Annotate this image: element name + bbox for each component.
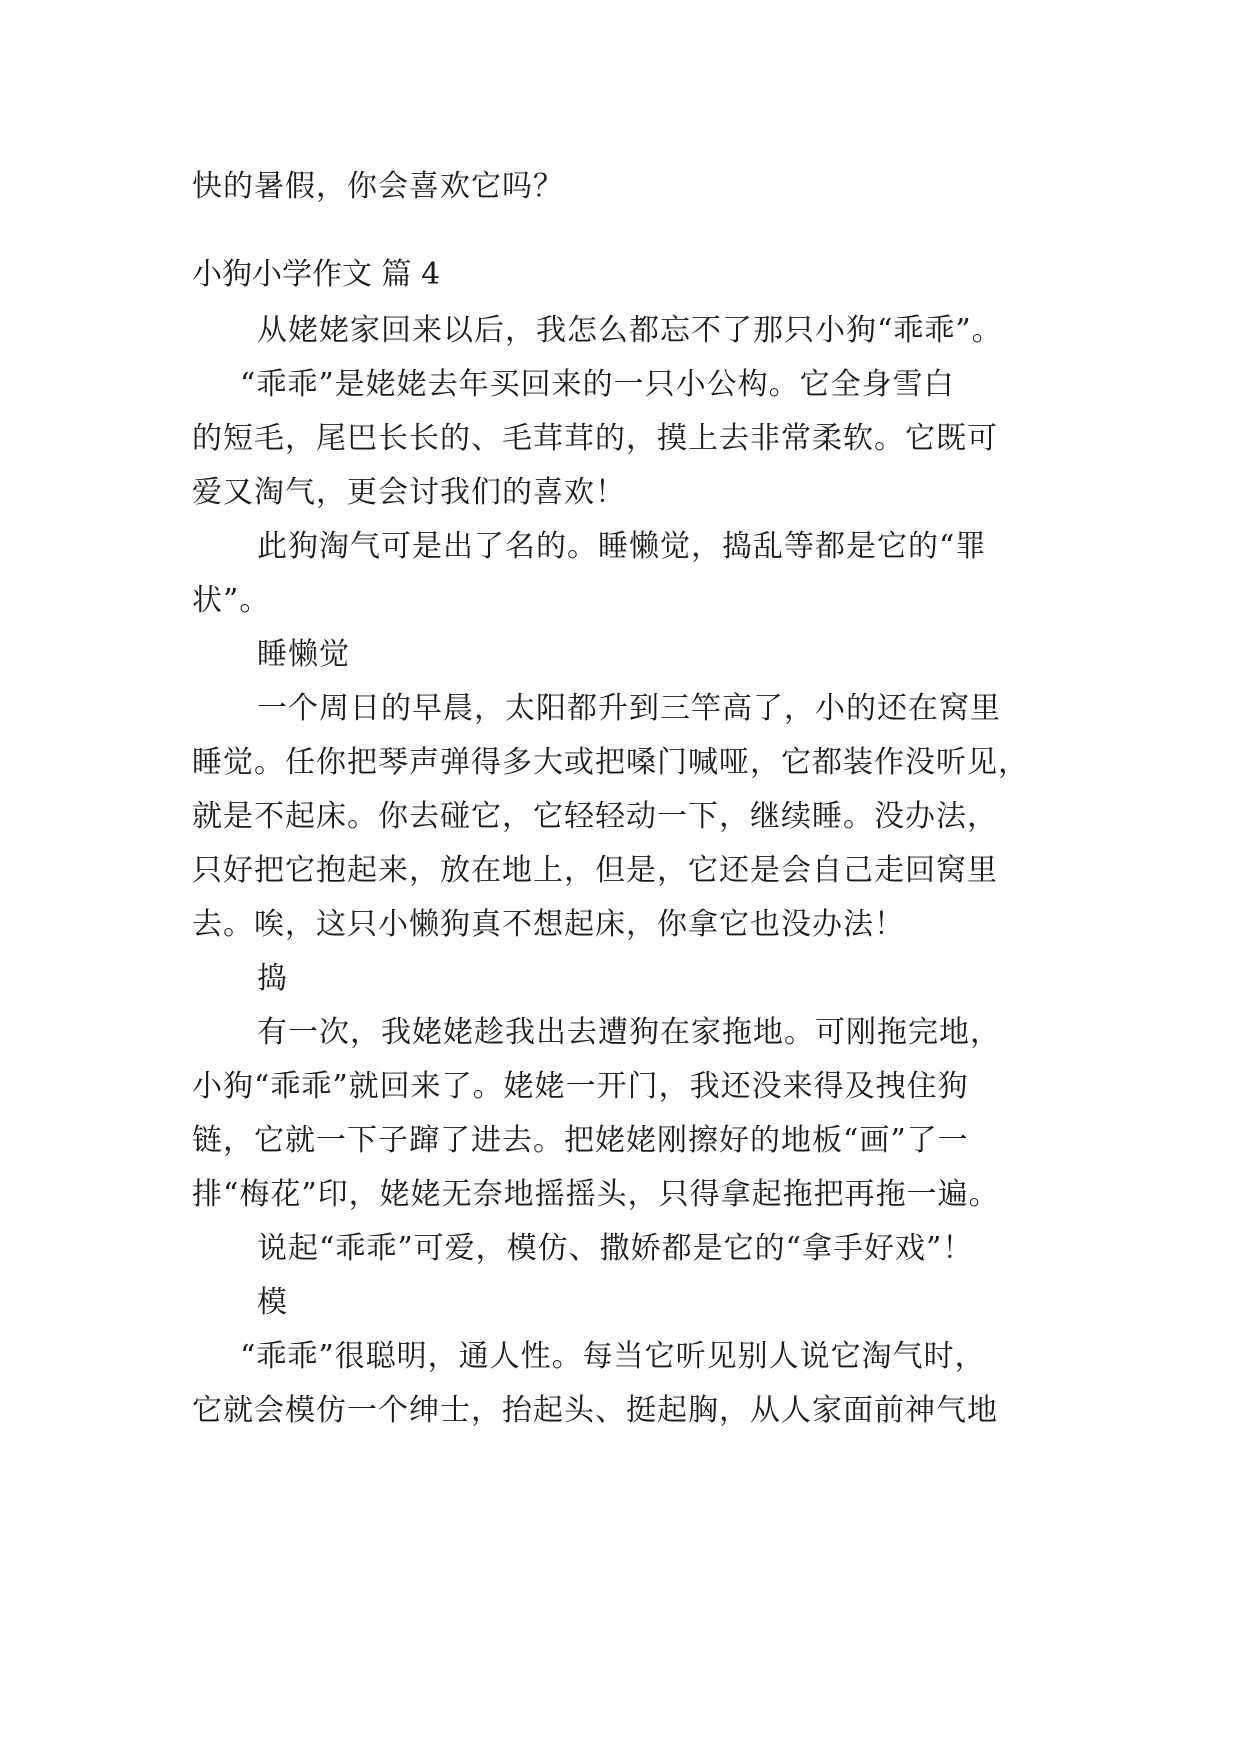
- paragraph-line: 去。唉，这只小懒狗真不想起床，你拿它也没办法！: [192, 907, 905, 942]
- paragraph-line: 就是不起床。你去碰它，它轻轻动一下，继续睡。没办法，: [192, 799, 998, 834]
- paragraph-line: “乖乖”很聪明，通人性。每当它听见别人说它淘气时，: [240, 1339, 986, 1374]
- subheading: 睡懒觉: [257, 637, 350, 672]
- subheading: 捣: [257, 961, 288, 996]
- paragraph-line: 的短毛，尾巴长长的、毛茸茸的，摸上去非常柔软。它既可: [192, 421, 998, 456]
- paragraph-line: “乖乖”是姥姥去年买回来的一只小公构。它全身雪白: [240, 367, 955, 402]
- paragraph-line: 链，它就一下子蹿了进去。把姥姥刚擦好的地板“画”了一: [192, 1123, 969, 1158]
- section-heading: 小狗小学作文 篇 4: [192, 257, 441, 292]
- paragraph-line: 一个周日的早晨，太阳都升到三竿高了，小的还在窝里: [257, 691, 1001, 726]
- paragraph-line: 说起“乖乖”可爱，模仿、撒娇都是它的“拿手好戏”！: [257, 1231, 974, 1266]
- paragraph-line: 它就会模仿一个绅士，抬起头、挺起胸，从人家面前神气地: [192, 1393, 998, 1428]
- paragraph-line: 排“梅花”印，姥姥无奈地摇摇头，只得拿起拖把再拖一遍。: [192, 1177, 1000, 1212]
- paragraph-line: 从姥姥家回来以后，我怎么都忘不了那只小狗“乖乖”。: [257, 313, 1003, 348]
- paragraph-line: 睡觉。任你把琴声弹得多大或把嗓门喊哑，它都装作没听见，: [192, 745, 1029, 780]
- paragraph-line: 爱又淘气，更会讨我们的喜欢！: [192, 475, 626, 510]
- paragraph-line: 小狗“乖乖”就回来了。姥姥一开门，我还没来得及拽住狗: [192, 1069, 969, 1104]
- paragraph-line: 只好把它抱起来，放在地上，但是，它还是会自己走回窝里: [192, 853, 998, 888]
- paragraph-line: 状”。: [192, 583, 271, 618]
- subheading: 模: [257, 1285, 288, 1320]
- paragraph-line: 有一次，我姥姥趁我出去遭狗在家拖地。可刚拖完地，: [257, 1015, 1001, 1050]
- paragraph-line: 此狗淘气可是出了名的。睡懒觉，捣乱等都是它的“罪: [257, 529, 987, 564]
- text-line: 快的暑假，你会喜欢它吗？: [192, 169, 564, 204]
